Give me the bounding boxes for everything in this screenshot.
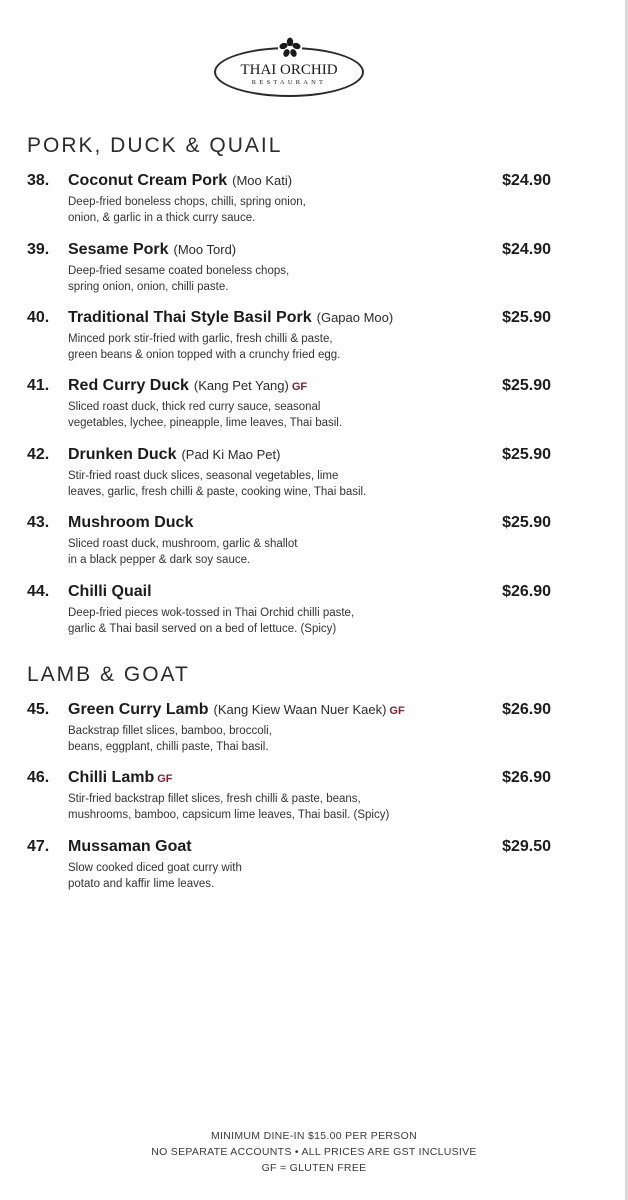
section-title-pork-duck-quail: PORK, DUCK & QUAIL — [27, 134, 283, 157]
item-name-line — [68, 446, 280, 464]
item-thai-name: (Gapao Moo) — [316, 310, 394, 325]
item-name-line — [68, 241, 236, 259]
item-description — [68, 468, 557, 500]
item-name: Sesame Pork — [68, 241, 169, 258]
description-line: Slow cooked diced goat curry with — [68, 862, 242, 874]
description-line: potato and kaffir lime leaves. — [68, 878, 215, 890]
description-line: Stir-fried backstrap fillet slices, fresh chilli & paste, beans, — [68, 793, 361, 805]
logo-subtitle: RESTAURANT — [251, 79, 327, 86]
item-price: $25.90 — [502, 446, 551, 463]
logo-name: THAI ORCHID — [240, 62, 338, 78]
description-line: onion, & garlic in a thick curry sauce. — [68, 212, 256, 224]
item-price: $26.90 — [502, 583, 551, 600]
footer-gluten-free-legend: GF = GLUTEN FREE — [261, 1162, 367, 1174]
item-number: 42. — [27, 446, 50, 463]
item-name-line — [68, 514, 193, 532]
menu-item — [27, 769, 557, 823]
menu-item — [27, 701, 557, 755]
item-name: Drunken Duck — [68, 446, 177, 463]
item-description — [68, 860, 557, 892]
item-name-line — [68, 377, 307, 395]
menu-item — [27, 377, 557, 431]
item-number: 39. — [27, 241, 50, 258]
menu-item — [27, 838, 557, 892]
description-line: green beans & onion topped with a crunchy fried egg. — [68, 349, 341, 361]
item-name-line — [68, 309, 393, 327]
item-price: $24.90 — [502, 172, 551, 189]
item-thai-name: (Moo Tord) — [173, 242, 237, 257]
item-number: 40. — [27, 309, 50, 326]
item-name: Mussaman Goat — [68, 838, 192, 855]
restaurant-logo — [214, 47, 364, 97]
item-description — [68, 605, 557, 637]
item-name: Mushroom Duck — [68, 514, 194, 531]
item-name: Chilli Quail — [68, 583, 152, 600]
description-line: Deep-fried boneless chops, chilli, spring onion, — [68, 196, 306, 208]
description-line: garlic & Thai basil served on a bed of lettuce. (Spicy) — [68, 623, 337, 635]
item-name-line — [68, 769, 173, 787]
item-name-line — [68, 583, 152, 601]
item-name: Coconut Cream Pork — [68, 172, 228, 189]
item-price: $26.90 — [502, 769, 551, 786]
item-thai-name: (Kang Pet Yang) — [193, 378, 289, 393]
item-number: 38. — [27, 172, 50, 189]
item-thai-name: (Kang Kiew Waan Nuer Kaek) — [213, 702, 387, 717]
item-thai-name: (Pad Ki Mao Pet) — [181, 447, 281, 462]
item-price: $24.90 — [502, 241, 551, 258]
description-line: Sliced roast duck, thick red curry sauce, seasonal — [68, 401, 321, 413]
gluten-free-badge: GF — [157, 773, 173, 785]
item-number: 45. — [27, 701, 50, 718]
gluten-free-badge: GF — [389, 705, 405, 717]
description-line: Sliced roast duck, mushroom, garlic & shallot — [68, 538, 298, 550]
description-line: in a black pepper & dark soy sauce. — [68, 554, 251, 566]
item-price: $25.90 — [502, 377, 551, 394]
item-description — [68, 399, 557, 431]
description-line: beans, eggplant, chilli paste, Thai basil. — [68, 741, 269, 753]
description-line: Deep-fried sesame coated boneless chops, — [68, 265, 290, 277]
item-number: 46. — [27, 769, 50, 786]
item-price: $26.90 — [502, 701, 551, 718]
item-number: 47. — [27, 838, 50, 855]
item-thai-name: (Moo Kati) — [232, 173, 293, 188]
description-line: Minced pork stir-fried with garlic, fresh chilli & paste, — [68, 333, 333, 345]
menu-item — [27, 309, 557, 363]
item-name: Red Curry Duck — [68, 377, 189, 394]
item-description — [68, 263, 557, 295]
item-name: Traditional Thai Style Basil Pork — [68, 309, 312, 326]
item-price: $25.90 — [502, 514, 551, 531]
item-number: 44. — [27, 583, 50, 600]
menu-item — [27, 514, 557, 568]
item-number: 41. — [27, 377, 50, 394]
item-name: Green Curry Lamb — [68, 701, 209, 718]
item-price: $25.90 — [502, 309, 551, 326]
description-line: vegetables, lychee, pineapple, lime leaves, Thai basil. — [68, 417, 343, 429]
item-description — [68, 723, 557, 755]
menu-item — [27, 241, 557, 295]
description-line: Backstrap fillet slices, bamboo, broccoli, — [68, 725, 272, 737]
footer-minimum-dine-in: MINIMUM DINE-IN $15.00 PER PERSON — [211, 1130, 417, 1142]
description-line: leaves, garlic, fresh chilli & paste, cooking wine, Thai basil. — [68, 486, 367, 498]
description-line: Stir-fried roast duck slices, seasonal vegetables, lime — [68, 470, 339, 482]
item-name-line — [68, 838, 192, 856]
item-description — [68, 791, 557, 823]
section-title-lamb-goat: LAMB & GOAT — [27, 663, 190, 686]
gluten-free-badge: GF — [291, 381, 308, 393]
footer-accounts-gst: NO SEPARATE ACCOUNTS • ALL PRICES ARE GST INCLUSIVE — [151, 1146, 477, 1158]
menu-item — [27, 446, 557, 500]
item-description — [68, 536, 557, 568]
item-description — [68, 194, 557, 226]
menu-item — [27, 172, 557, 226]
item-name: Chilli Lamb — [68, 769, 155, 786]
item-number: 43. — [27, 514, 50, 531]
menu-item — [27, 583, 557, 637]
orchid-icon — [278, 37, 302, 59]
item-name-line — [68, 701, 405, 719]
description-line: spring onion, onion, chilli paste. — [68, 281, 229, 293]
description-line: mushrooms, bamboo, capsicum lime leaves, Thai basil. (Spicy) — [68, 809, 390, 821]
description-line: Deep-fried pieces wok-tossed in Thai Orchid chilli paste, — [68, 607, 355, 619]
item-name-line — [68, 172, 292, 190]
item-description — [68, 331, 557, 363]
item-price: $29.50 — [502, 838, 551, 855]
